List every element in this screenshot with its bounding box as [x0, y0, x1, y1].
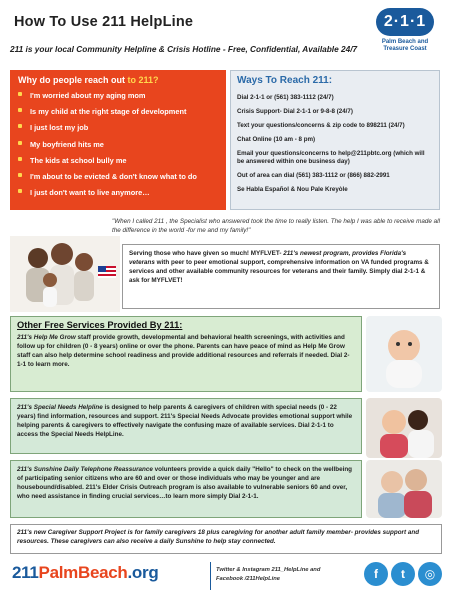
211-logo — [375, 8, 435, 62]
website-logo[interactable]: 211PalmBeach.org — [12, 563, 159, 582]
bullet-icon — [18, 141, 22, 145]
social-line-1: Twitter & Instagram 211_HelpLine and — [216, 567, 321, 573]
ways-title: Ways To Reach 211: — [237, 75, 333, 86]
services-title: Other Free Services Provided By 211: — [17, 320, 183, 330]
ways-to-reach-box — [230, 70, 440, 210]
why-title-pre: Why do people reach out — [18, 75, 128, 85]
sunshine-text: volunteers provide a quick daily "Hello" to check on the wellbeing of participating senior citizens who are 60 and over or those individuals who may be younger and are housebound/disabled. 211's Elder Crisis Outreach program is also available to vulnerable seniors 60 and over, who need assistance in finding crucial services…to learn more simply Dial 2-1-1. — [17, 466, 353, 500]
twitter-icon[interactable]: t — [391, 562, 415, 586]
myflvet-lead: Serving those who have given so much! MYFLVET- — [129, 250, 284, 257]
facebook-icon[interactable]: f — [364, 562, 388, 586]
ways-line-phone: Dial 2-1-1 or (561) 383-1112 (24/7) — [237, 94, 334, 101]
ways-line-out-of-area: Out of area can dial (561) 383-1112 or (866) 882-2991 — [237, 172, 390, 179]
ways-line-text: Text your questions/concerns & zip code to 898211 (24/7) — [237, 122, 405, 129]
bullet-icon — [18, 108, 22, 112]
special-needs-box — [10, 398, 362, 454]
bullet-icon — [18, 157, 22, 161]
flag-icon — [98, 266, 116, 278]
bullet-icon — [18, 124, 22, 128]
why-title-highlight: to 211? — [127, 75, 159, 85]
why-item: I just lost my job — [18, 123, 218, 132]
sunshine-name: 211's Sunshine Daily Telephone Reassurance — [17, 466, 153, 473]
baby-photo — [366, 316, 442, 392]
social-handles — [216, 566, 356, 584]
instagram-icon[interactable]: ◎ — [418, 562, 442, 586]
why-item: I'm about to be evicted & don't know what to do — [18, 172, 218, 181]
bullet-icon — [18, 189, 22, 193]
ways-line-email: Email your questions/concerns to help@211pbtc.org (which will be answered within one business day) — [237, 150, 425, 165]
special-needs-name: 211's Special Needs Helpline — [17, 404, 103, 411]
caregiver-support-box: 211's new Caregiver Support Project is for family caregivers 18 plus caregiving for another adult family member- provides support and resources. These caregivers can also receive a daily Sunshine to help stay connected. — [10, 524, 442, 554]
seniors-photo — [366, 460, 442, 518]
family-photo — [10, 236, 120, 312]
social-line-2: Facebook /211HelpLine — [216, 576, 281, 582]
why-list — [18, 91, 218, 197]
page-title: How To Use 211 HelpLine — [14, 14, 194, 30]
logo-line-1: Palm Beach and — [381, 39, 429, 45]
why-reach-out-box — [10, 70, 226, 210]
help-me-grow-box — [10, 316, 362, 392]
myflvet-italic: 211's newest program, provides Florida's veterans — [129, 250, 407, 266]
why-item: The kids at school bully me — [18, 156, 218, 165]
myflvet-rest: with peer to peer emotional support, comprehensive information on VA funded programs & services and other available community resources for veterans and their family. Simply dial 2-1-1 & ask for MYFLVET! — [129, 259, 429, 284]
bullet-icon — [18, 173, 22, 177]
help-me-grow-name: 211's Help Me Grow — [17, 334, 76, 341]
why-item: I'm worried about my aging mom — [18, 91, 218, 100]
why-item: I just don't want to live anymore… — [18, 188, 218, 197]
why-item: Is my child at the right stage of development — [18, 107, 218, 116]
page-header — [0, 0, 449, 62]
child-with-caregiver-photo — [366, 398, 442, 458]
footer-divider — [210, 562, 211, 590]
ways-line-chat: Chat Online (10 am - 8 pm) — [237, 136, 316, 143]
logo-region — [375, 39, 435, 53]
bullet-icon — [18, 92, 22, 96]
why-item: My boyfriend hits me — [18, 140, 218, 149]
help-me-grow-text: staff provide growth, developmental and behavioral health screenings, with activities and follow up for children (0 - 8 years) online or over the phone. Parents can have peace of mind as Help Me Grow staff can also help determine school readiness and provide additional resources and referrals if needed. Dial 2-1-1 to learn more. — [17, 334, 350, 368]
ways-line-languages: Se Habla Español & Nou Pale Kreyòle — [237, 186, 348, 193]
logo-line-2: Treasure Coast — [383, 46, 427, 52]
myflvet-box — [122, 244, 440, 309]
special-needs-text: is designed to help parents & caregivers of children with special needs (0 - 22 years) find information, resources and support. 211's Special Needs Advocate provides emotional support while helping parents & caregivers to effectively navigate the confusing maze of available services. Dial 2-1-1 to access the Special Needs HelpLine. — [17, 404, 353, 438]
page-subtitle: 211 is your local Community Helpline & Crisis Hotline - Free, Confidential, Available 24/7 — [10, 44, 358, 54]
ways-line-crisis: Crisis Support- Dial 2-1-1 or 9-8-8 (24/7) — [237, 108, 353, 115]
why-title — [18, 75, 218, 85]
logo-badge: 2·1·1 — [376, 8, 434, 36]
testimonial-quote: "When I called 211 , the Specialist who answered took the time to really listen. The help I was able to receive made all the difference in the world -for me and my family!" — [112, 218, 440, 234]
sunshine-box — [10, 460, 362, 518]
